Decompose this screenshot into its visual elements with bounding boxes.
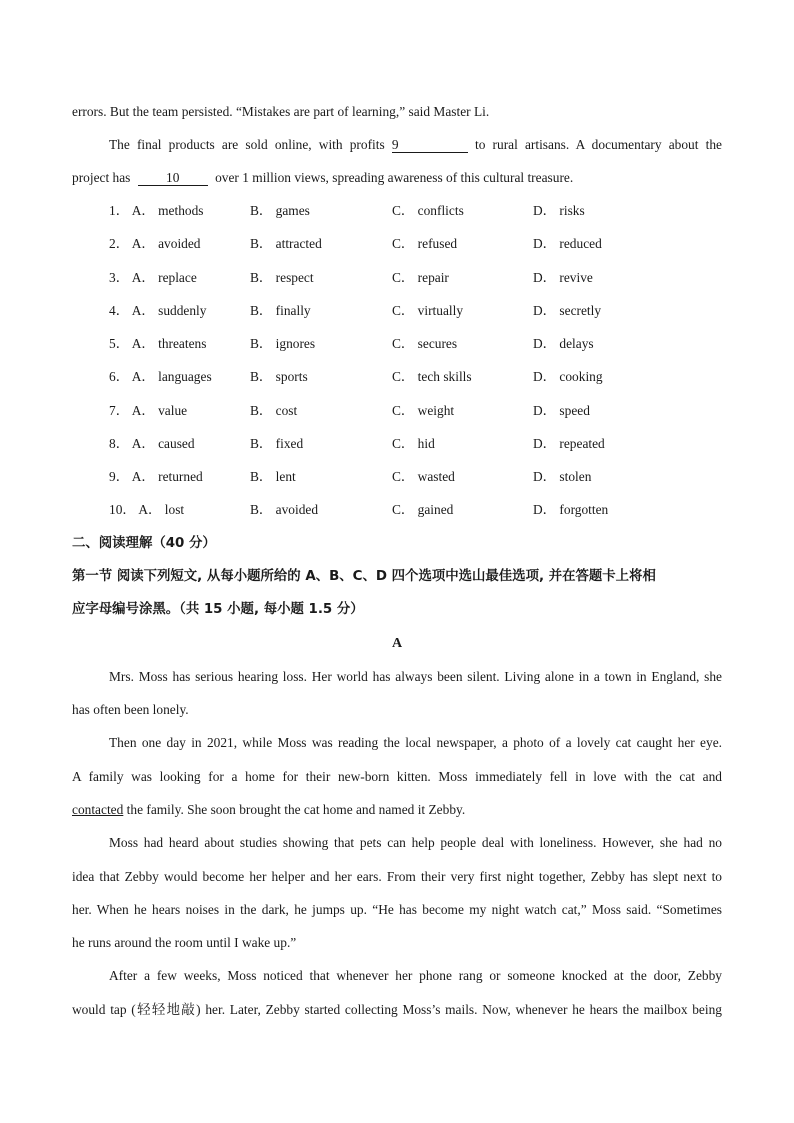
option-d: D． secretly bbox=[533, 303, 602, 318]
option-c: C． repair bbox=[392, 270, 449, 285]
option-a: 2． A． avoided bbox=[109, 236, 201, 251]
option-a: 4． A． suddenly bbox=[109, 303, 207, 318]
section-instruction-line: 应字母编号涂黑。（共 15 小题, 每小题 1.5 分） bbox=[72, 602, 364, 617]
option-d: D． reduced bbox=[533, 236, 602, 251]
option-d: D． delays bbox=[533, 336, 594, 351]
passage-label: A bbox=[391, 636, 403, 651]
option-d: D． revive bbox=[533, 270, 593, 285]
option-d: D． risks bbox=[533, 203, 585, 218]
option-a: 10． A． lost bbox=[109, 502, 185, 517]
passage-line: idea that Zebby would become her helper and her ears. From their very first night together, Zebby has slept next to bbox=[72, 869, 722, 884]
option-a: 9． A． returned bbox=[109, 469, 203, 484]
option-a: 3． A． replace bbox=[109, 270, 197, 285]
option-c: C． tech skills bbox=[392, 369, 472, 384]
blank-10: 10 bbox=[138, 171, 208, 186]
underlined-word: contacted bbox=[72, 802, 124, 817]
option-d: D． stolen bbox=[533, 469, 592, 484]
option-d: D． forgotten bbox=[533, 502, 609, 517]
option-b: B． finally bbox=[250, 303, 311, 318]
option-a: 1． A． methods bbox=[109, 203, 204, 218]
passage-text: to rural artisans. A documentary about the bbox=[474, 137, 722, 152]
passage-line: has often been lonely. bbox=[72, 702, 189, 717]
option-b: B． avoided bbox=[250, 502, 319, 517]
blank-9: 9 bbox=[392, 138, 468, 153]
option-b: B． cost bbox=[250, 403, 298, 418]
passage-line: errors. But the team persisted. “Mistakes are part of learning,” said Master Li. bbox=[72, 104, 490, 119]
passage-line: her. When he hears noises in the dark, he jumps up. “He has become my night watch cat,” Moss said. “Sometimes bbox=[72, 902, 722, 917]
option-c: C． refused bbox=[392, 236, 458, 251]
passage-line: After a few weeks, Moss noticed that whenever her phone rang or someone knocked at the door, Zebby bbox=[109, 968, 722, 983]
passage-text: over 1 million views, spreading awareness of this cultural treasure. bbox=[215, 170, 574, 185]
option-d: D． cooking bbox=[533, 369, 603, 384]
passage-text: the family. She soon brought the cat home and named it Zebby. bbox=[123, 802, 466, 817]
passage-line-with-blank-10 bbox=[72, 169, 722, 187]
passage-line: Mrs. Moss has serious hearing loss. Her world has always been silent. Living alone in a town in England, she bbox=[109, 669, 722, 684]
option-b: B． lent bbox=[250, 469, 296, 484]
option-b: B． respect bbox=[250, 270, 314, 285]
option-c: C． secures bbox=[392, 336, 458, 351]
option-a: 8． A． caused bbox=[109, 436, 195, 451]
section-instruction-line: 第一节 阅读下列短文, 从每小题所给的 A、B、C、D 四个选项中选山最佳选项, 并在答题卡上将相 bbox=[72, 569, 656, 584]
option-a: 6． A． languages bbox=[109, 369, 212, 384]
option-a: 7． A． value bbox=[109, 403, 188, 418]
passage-text: project has bbox=[72, 170, 131, 185]
passage-line-with-blank-9 bbox=[109, 136, 722, 154]
option-b: B． fixed bbox=[250, 436, 304, 451]
option-c: C． wasted bbox=[392, 469, 455, 484]
passage-line: A family was looking for a home for their new-born kitten. Moss immediately fell in love with the cat and bbox=[72, 769, 722, 784]
option-b: B． ignores bbox=[250, 336, 316, 351]
option-d: D． repeated bbox=[533, 436, 605, 451]
passage-text: The final products are sold online, with profits bbox=[109, 137, 385, 152]
passage-line bbox=[72, 801, 722, 819]
option-c: C． hid bbox=[392, 436, 435, 451]
section-title: 二、阅读理解（40 分） bbox=[72, 536, 216, 551]
option-c: C． virtually bbox=[392, 303, 464, 318]
option-b: B． attracted bbox=[250, 236, 322, 251]
passage-line: Then one day in 2021, while Moss was reading the local newspaper, a photo of a lovely cat caught her eye. bbox=[109, 735, 722, 750]
option-c: C． conflicts bbox=[392, 203, 464, 218]
passage-line: Moss had heard about studies showing that pets can help people deal with loneliness. However, she had no bbox=[109, 835, 722, 850]
option-b: B． games bbox=[250, 203, 310, 218]
option-b: B． sports bbox=[250, 369, 308, 384]
option-a: 5． A． threatens bbox=[109, 336, 207, 351]
option-c: C． gained bbox=[392, 502, 454, 517]
option-d: D． speed bbox=[533, 403, 590, 418]
passage-line: he runs around the room until I wake up.” bbox=[72, 935, 297, 950]
passage-line: would tap (轻轻地敲) her. Later, Zebby started collecting Moss’s mails. Now, whenever he hears the mailbox being bbox=[72, 1002, 722, 1017]
option-c: C． weight bbox=[392, 403, 455, 418]
